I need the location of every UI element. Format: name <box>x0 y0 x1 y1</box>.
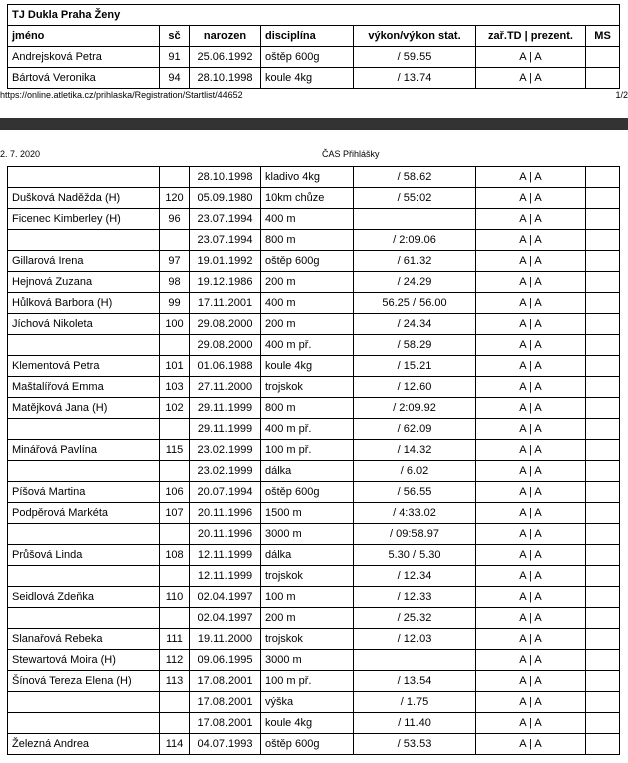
performance: / 1.75 <box>354 692 476 713</box>
performance: / 11.40 <box>354 713 476 734</box>
ms-cell <box>586 293 620 314</box>
performance: / 53.53 <box>354 734 476 755</box>
start-number: 94 <box>160 68 190 89</box>
header-discipline: disciplína <box>261 26 354 47</box>
registration-status: A | A <box>476 608 586 629</box>
performance: / 09:58.97 <box>354 524 476 545</box>
discipline: oštěp 600g <box>261 251 354 272</box>
athlete-name <box>8 608 160 629</box>
table-row <box>8 734 620 755</box>
header-status: zař.TD | prezent. <box>476 26 586 47</box>
club-title: TJ Dukla Praha Ženy <box>8 5 620 26</box>
performance: / 2:09.06 <box>354 230 476 251</box>
discipline: dálka <box>261 461 354 482</box>
discipline: oštěp 600g <box>261 47 354 68</box>
discipline: 800 m <box>261 230 354 251</box>
ms-cell <box>586 251 620 272</box>
ms-cell <box>586 482 620 503</box>
ms-cell <box>586 377 620 398</box>
discipline: trojskok <box>261 377 354 398</box>
table-row <box>8 629 620 650</box>
header-number: sč <box>160 26 190 47</box>
table-row <box>8 398 620 419</box>
athlete-name <box>8 419 160 440</box>
discipline: 1500 m <box>261 503 354 524</box>
birth-date: 19.12.1986 <box>190 272 261 293</box>
table-row <box>8 167 620 188</box>
ms-cell <box>586 734 620 755</box>
athlete-name: Seidlová Zdeňka <box>8 587 160 608</box>
ms-cell <box>586 419 620 440</box>
ms-cell <box>586 524 620 545</box>
athlete-name: Šínová Tereza Elena (H) <box>8 671 160 692</box>
start-number: 114 <box>160 734 190 755</box>
birth-date: 23.02.1999 <box>190 461 261 482</box>
ms-cell <box>586 461 620 482</box>
discipline: koule 4kg <box>261 356 354 377</box>
table-row <box>8 587 620 608</box>
discipline: 200 m <box>261 314 354 335</box>
print-date: 2. 7. 2020 <box>0 149 41 159</box>
start-number <box>160 461 190 482</box>
header-born: narozen <box>190 26 261 47</box>
registration-status: A | A <box>476 440 586 461</box>
athlete-name <box>8 461 160 482</box>
athlete-name: Klementová Petra <box>8 356 160 377</box>
start-number <box>160 335 190 356</box>
table-row <box>8 608 620 629</box>
table-row <box>8 293 620 314</box>
registration-status: A | A <box>476 587 586 608</box>
table-row <box>8 188 620 209</box>
table-row <box>8 356 620 377</box>
discipline: 3000 m <box>261 650 354 671</box>
start-number: 107 <box>160 503 190 524</box>
page-separator <box>0 118 628 130</box>
athlete-name: Gillarová Irena <box>8 251 160 272</box>
table-row <box>8 314 620 335</box>
athlete-name: Andrejsková Petra <box>8 47 160 68</box>
birth-date: 20.11.1996 <box>190 503 261 524</box>
table-row <box>8 713 620 734</box>
start-number: 91 <box>160 47 190 68</box>
table-row <box>8 440 620 461</box>
print-header: ČAS Přihlášky <box>322 149 380 159</box>
registration-status: A | A <box>476 335 586 356</box>
table-row <box>8 251 620 272</box>
table-row <box>8 209 620 230</box>
registration-status: A | A <box>476 482 586 503</box>
discipline: výška <box>261 692 354 713</box>
start-number: 112 <box>160 650 190 671</box>
performance: / 24.34 <box>354 314 476 335</box>
discipline: kladivo 4kg <box>261 167 354 188</box>
discipline: 100 m <box>261 587 354 608</box>
table-row <box>8 419 620 440</box>
registration-status: A | A <box>476 566 586 587</box>
table-row <box>8 545 620 566</box>
registration-status: A | A <box>476 671 586 692</box>
performance: / 14.32 <box>354 440 476 461</box>
startlist-table-page2 <box>7 166 620 755</box>
performance: / 56.55 <box>354 482 476 503</box>
registration-status: A | A <box>476 419 586 440</box>
table-row <box>8 461 620 482</box>
start-number: 97 <box>160 251 190 272</box>
start-number: 120 <box>160 188 190 209</box>
ms-cell <box>586 314 620 335</box>
ms-cell <box>586 47 620 68</box>
start-number: 113 <box>160 671 190 692</box>
start-number: 106 <box>160 482 190 503</box>
start-number <box>160 230 190 251</box>
header-row <box>8 26 620 47</box>
start-number: 100 <box>160 314 190 335</box>
birth-date: 25.06.1992 <box>190 47 261 68</box>
birth-date: 05.09.1980 <box>190 188 261 209</box>
ms-cell <box>586 356 620 377</box>
birth-date: 27.11.2000 <box>190 377 261 398</box>
discipline: 10km chůze <box>261 188 354 209</box>
athlete-name: Bártová Veronika <box>8 68 160 89</box>
ms-cell <box>586 545 620 566</box>
table-row <box>8 68 620 89</box>
performance <box>354 209 476 230</box>
ms-cell <box>586 230 620 251</box>
discipline: koule 4kg <box>261 713 354 734</box>
start-number <box>160 608 190 629</box>
performance: / 4:33.02 <box>354 503 476 524</box>
athlete-name: Maštalířová Emma <box>8 377 160 398</box>
birth-date: 19.11.2000 <box>190 629 261 650</box>
athlete-name: Minářová Pavlína <box>8 440 160 461</box>
discipline: oštěp 600g <box>261 482 354 503</box>
table-row <box>8 650 620 671</box>
ms-cell <box>586 272 620 293</box>
birth-date: 02.04.1997 <box>190 587 261 608</box>
discipline: 400 m př. <box>261 419 354 440</box>
athlete-name <box>8 230 160 251</box>
ms-cell <box>586 440 620 461</box>
birth-date: 12.11.1999 <box>190 545 261 566</box>
header-name: jméno <box>8 26 160 47</box>
performance: / 62.09 <box>354 419 476 440</box>
header-performance: výkon/výkon stat. <box>354 26 476 47</box>
registration-status: A | A <box>476 47 586 68</box>
start-number <box>160 713 190 734</box>
performance: / 12.60 <box>354 377 476 398</box>
registration-status: A | A <box>476 68 586 89</box>
registration-status: A | A <box>476 293 586 314</box>
discipline: 200 m <box>261 608 354 629</box>
ms-cell <box>586 167 620 188</box>
discipline: 100 m př. <box>261 671 354 692</box>
start-number <box>160 524 190 545</box>
ms-cell <box>586 503 620 524</box>
registration-status: A | A <box>476 209 586 230</box>
birth-date: 17.08.2001 <box>190 671 261 692</box>
registration-status: A | A <box>476 230 586 251</box>
birth-date: 17.08.2001 <box>190 692 261 713</box>
startlist-table-page1 <box>7 4 620 89</box>
ms-cell <box>586 209 620 230</box>
performance: / 12.03 <box>354 629 476 650</box>
header-ms: MS <box>586 26 620 47</box>
athlete-name: Stewartová Moira (H) <box>8 650 160 671</box>
ms-cell <box>586 671 620 692</box>
start-number: 99 <box>160 293 190 314</box>
discipline: 3000 m <box>261 524 354 545</box>
birth-date: 29.08.2000 <box>190 335 261 356</box>
birth-date: 23.07.1994 <box>190 230 261 251</box>
athlete-name <box>8 524 160 545</box>
discipline: 200 m <box>261 272 354 293</box>
start-number <box>160 566 190 587</box>
table-row <box>8 335 620 356</box>
registration-status: A | A <box>476 272 586 293</box>
ms-cell <box>586 566 620 587</box>
athlete-name: Jíchová Nikoleta <box>8 314 160 335</box>
birth-date: 02.04.1997 <box>190 608 261 629</box>
table-row <box>8 482 620 503</box>
registration-status: A | A <box>476 545 586 566</box>
start-number: 98 <box>160 272 190 293</box>
performance: / 58.62 <box>354 167 476 188</box>
birth-date: 04.07.1993 <box>190 734 261 755</box>
athlete-name: Průšová Linda <box>8 545 160 566</box>
performance: / 59.55 <box>354 47 476 68</box>
page-number: 1/2 <box>615 90 628 100</box>
athlete-name <box>8 167 160 188</box>
registration-status: A | A <box>476 356 586 377</box>
performance: / 25.32 <box>354 608 476 629</box>
performance: / 55:02 <box>354 188 476 209</box>
club-title-row <box>8 5 620 26</box>
start-number: 101 <box>160 356 190 377</box>
birth-date: 23.02.1999 <box>190 440 261 461</box>
registration-status: A | A <box>476 629 586 650</box>
registration-status: A | A <box>476 650 586 671</box>
discipline: 800 m <box>261 398 354 419</box>
registration-status: A | A <box>476 167 586 188</box>
start-number: 111 <box>160 629 190 650</box>
ms-cell <box>586 650 620 671</box>
athlete-name: Ficenec Kimberley (H) <box>8 209 160 230</box>
registration-status: A | A <box>476 713 586 734</box>
registration-status: A | A <box>476 398 586 419</box>
performance: / 13.74 <box>354 68 476 89</box>
ms-cell <box>586 398 620 419</box>
registration-status: A | A <box>476 314 586 335</box>
birth-date: 17.11.2001 <box>190 293 261 314</box>
performance: / 13.54 <box>354 671 476 692</box>
ms-cell <box>586 608 620 629</box>
birth-date: 12.11.1999 <box>190 566 261 587</box>
ms-cell <box>586 629 620 650</box>
discipline: 100 m př. <box>261 440 354 461</box>
discipline: oštěp 600g <box>261 734 354 755</box>
start-number <box>160 419 190 440</box>
athlete-name <box>8 692 160 713</box>
discipline: dálka <box>261 545 354 566</box>
birth-date: 28.10.1998 <box>190 167 261 188</box>
birth-date: 29.11.1999 <box>190 419 261 440</box>
registration-status: A | A <box>476 503 586 524</box>
performance: / 61.32 <box>354 251 476 272</box>
start-number: 103 <box>160 377 190 398</box>
start-number: 115 <box>160 440 190 461</box>
registration-status: A | A <box>476 524 586 545</box>
birth-date: 19.01.1992 <box>190 251 261 272</box>
start-number: 102 <box>160 398 190 419</box>
table-row <box>8 671 620 692</box>
birth-date: 29.11.1999 <box>190 398 261 419</box>
birth-date: 01.06.1988 <box>190 356 261 377</box>
ms-cell <box>586 692 620 713</box>
start-number: 96 <box>160 209 190 230</box>
performance: / 6.02 <box>354 461 476 482</box>
ms-cell <box>586 713 620 734</box>
registration-status: A | A <box>476 377 586 398</box>
birth-date: 09.06.1995 <box>190 650 261 671</box>
discipline: koule 4kg <box>261 68 354 89</box>
birth-date: 20.11.1996 <box>190 524 261 545</box>
birth-date: 20.07.1994 <box>190 482 261 503</box>
performance: 5.30 / 5.30 <box>354 545 476 566</box>
performance: 56.25 / 56.00 <box>354 293 476 314</box>
performance: / 15.21 <box>354 356 476 377</box>
athlete-name: Hejnová Zuzana <box>8 272 160 293</box>
start-number: 108 <box>160 545 190 566</box>
performance: / 58.29 <box>354 335 476 356</box>
discipline: trojskok <box>261 629 354 650</box>
table-row <box>8 503 620 524</box>
athlete-name: Píšová Martina <box>8 482 160 503</box>
performance: / 24.29 <box>354 272 476 293</box>
performance: / 12.33 <box>354 587 476 608</box>
birth-date: 29.08.2000 <box>190 314 261 335</box>
start-number: 110 <box>160 587 190 608</box>
athlete-name: Hůlková Barbora (H) <box>8 293 160 314</box>
athlete-name: Matějková Jana (H) <box>8 398 160 419</box>
table-row <box>8 230 620 251</box>
birth-date: 28.10.1998 <box>190 68 261 89</box>
registration-status: A | A <box>476 251 586 272</box>
athlete-name: Podpěrová Markéta <box>8 503 160 524</box>
registration-status: A | A <box>476 692 586 713</box>
table-row <box>8 692 620 713</box>
print-url: https://online.atletika.cz/prihlaska/Registration/Startlist/44652 <box>0 90 243 100</box>
performance <box>354 650 476 671</box>
birth-date: 17.08.2001 <box>190 713 261 734</box>
ms-cell <box>586 335 620 356</box>
ms-cell <box>586 587 620 608</box>
ms-cell <box>586 188 620 209</box>
start-number <box>160 692 190 713</box>
athlete-name: Železná Andrea <box>8 734 160 755</box>
registration-status: A | A <box>476 734 586 755</box>
registration-status: A | A <box>476 188 586 209</box>
discipline: 400 m <box>261 293 354 314</box>
athlete-name: Slanařová Rebeka <box>8 629 160 650</box>
birth-date: 23.07.1994 <box>190 209 261 230</box>
start-number <box>160 167 190 188</box>
performance: / 2:09.92 <box>354 398 476 419</box>
ms-cell <box>586 68 620 89</box>
athlete-name <box>8 566 160 587</box>
table-row <box>8 272 620 293</box>
discipline: 400 m <box>261 209 354 230</box>
discipline: trojskok <box>261 566 354 587</box>
athlete-name <box>8 335 160 356</box>
discipline: 400 m př. <box>261 335 354 356</box>
table-row <box>8 47 620 68</box>
athlete-name: Dušková Naděžda (H) <box>8 188 160 209</box>
table-row <box>8 524 620 545</box>
table-row <box>8 377 620 398</box>
athlete-name <box>8 713 160 734</box>
table-row <box>8 566 620 587</box>
registration-status: A | A <box>476 461 586 482</box>
performance: / 12.34 <box>354 566 476 587</box>
